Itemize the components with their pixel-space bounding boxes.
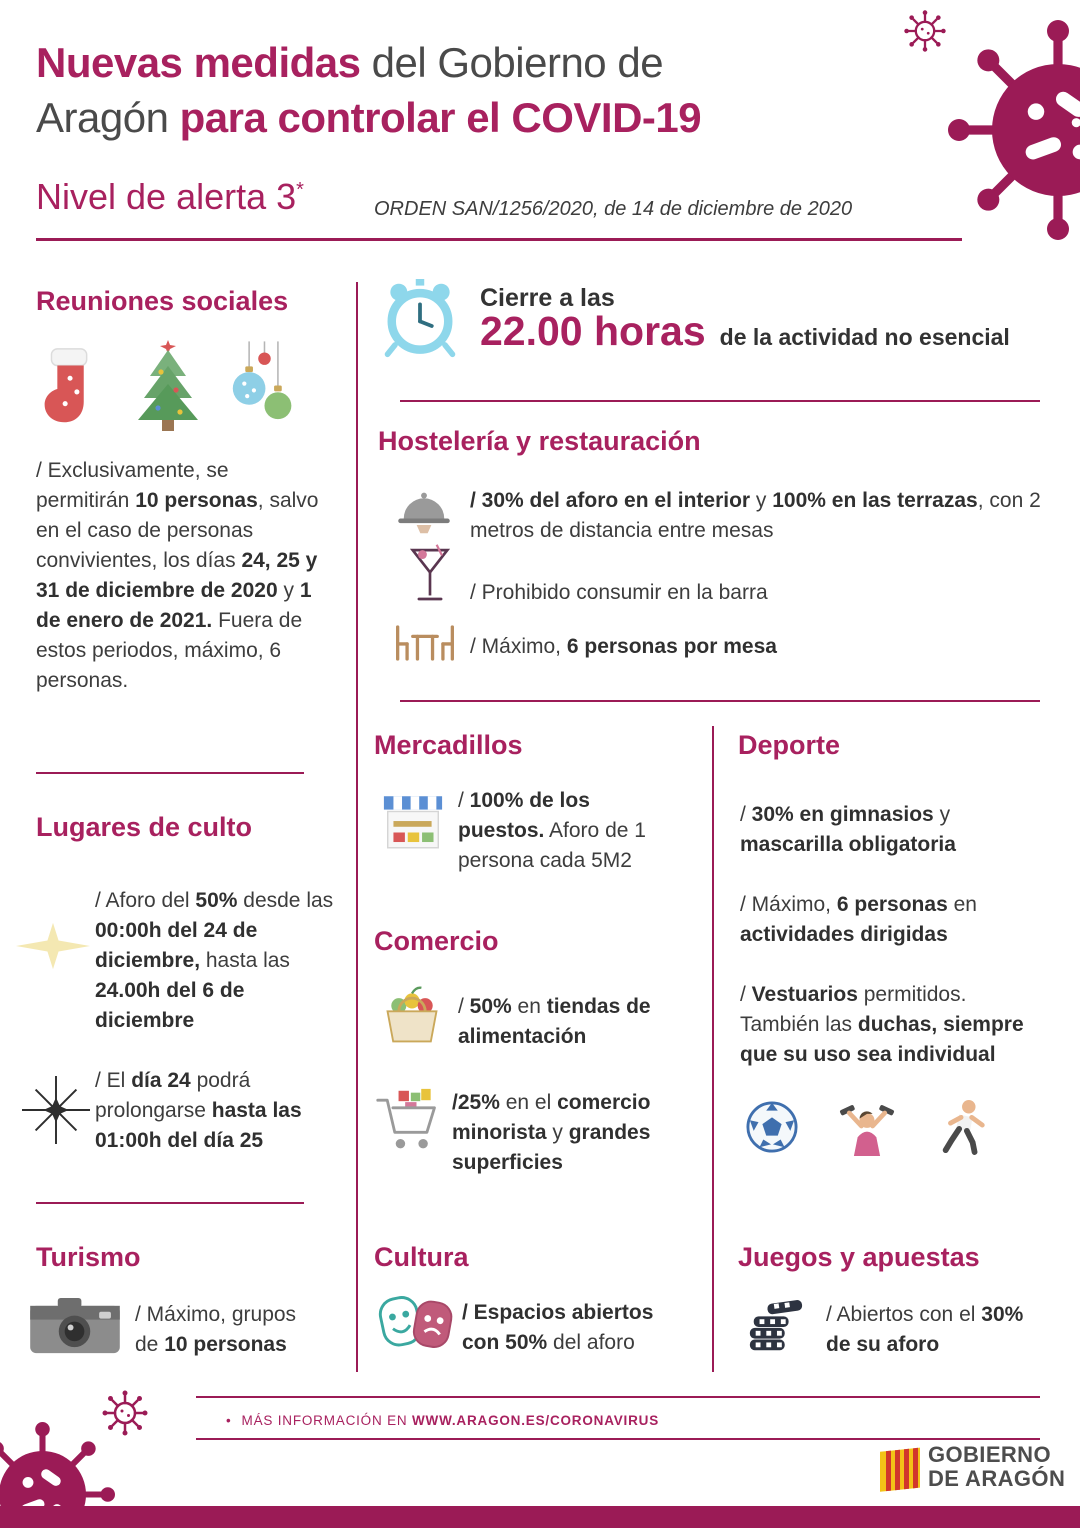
footer-divider-bottom (196, 1438, 1040, 1440)
runner-icon (936, 1098, 990, 1156)
theater-masks-icon (378, 1290, 454, 1354)
divider-under-culto (36, 1202, 304, 1204)
comercio-item-2: /25% en el comercio minorista y grandes superficies (452, 1091, 651, 1174)
food-basket-icon (380, 986, 444, 1046)
section-heading-reuniones: Reuniones sociales (36, 286, 289, 316)
section-heading-comercio: Comercio (374, 926, 499, 956)
virus-icon-outline (902, 8, 948, 54)
section-heading-juegos: Juegos y apuestas (738, 1242, 980, 1272)
closing-scope: de la actividad no esencial (719, 324, 1010, 350)
closing-intro: Cierre a las (480, 284, 615, 312)
hosteleria-item-3: / Máximo, 6 personas por mesa (470, 635, 777, 658)
section-heading-hosteleria: Hostelería y restauración (378, 426, 701, 456)
camera-icon (28, 1294, 122, 1358)
page-title (36, 36, 701, 145)
glow-star-icon (16, 922, 90, 970)
stocking-icon (36, 345, 108, 433)
section-heading-culto: Lugares de culto (36, 812, 253, 842)
christmas-tree-icon (126, 338, 210, 433)
closing-time: 22.00 horas (480, 308, 706, 354)
cultura-item: / Espacios abiertos con 50% del aforo (462, 1301, 654, 1354)
alert-level-text: Nivel de alerta 3 (36, 176, 297, 217)
logo-line-1: GOBIERNO (928, 1442, 1051, 1467)
title-line-1: Nuevas medidas del Gobierno de (36, 39, 664, 86)
footer-info-text: MÁS INFORMACIÓN EN WWW.ARAGON.ES/CORONAVIRUS (241, 1412, 659, 1428)
baubles-icon (228, 341, 300, 433)
deporte-item-2: / Máximo, 6 personas en actividades dirigidas (740, 893, 977, 946)
closing-time-row (480, 308, 1010, 355)
christmas-decorations (36, 338, 300, 433)
gobierno-aragon-logo (928, 1443, 1065, 1491)
weightlifter-icon (838, 1098, 896, 1156)
soccer-ball-icon (746, 1101, 798, 1153)
footer-bullet: • (226, 1412, 232, 1428)
deporte-item-1: / 30% en gimnasios y mascarilla obligatoria (740, 803, 956, 856)
hosteleria-item-2: / Prohibido consumir en la barra (470, 581, 768, 604)
vertical-divider-middle (712, 726, 714, 1372)
sport-icons (746, 1098, 990, 1156)
aragon-flag-icon (878, 1444, 922, 1494)
market-stall-icon (382, 792, 444, 852)
alarm-clock-icon (380, 278, 460, 360)
section-heading-mercadillos: Mercadillos (374, 730, 523, 760)
reuniones-body: / Exclusivamente, se permitirán 10 personas, salvo en el caso de personas convivientes, los días 24, 25 y 31 de diciembre de 2020 y 1 de enero de 2021. Fuera de estos periodos, máximo, 6 personas. (36, 459, 319, 692)
alert-asterisk: * (296, 179, 304, 201)
shopping-cart-icon (374, 1086, 442, 1156)
vertical-divider-left (356, 282, 358, 1372)
serving-cloche-icon (396, 490, 452, 536)
bottom-color-bar (0, 1506, 1080, 1528)
mercadillos-item: / 100% de los puestos. Aforo de 1 persona cada 5M2 (458, 789, 646, 872)
culto-item-1: / Aforo del 50% desde las 00:00h del 24 de diciembre, hasta las 24.00h del 6 de diciembre (95, 889, 334, 1032)
sparkle-star-icon (22, 1076, 90, 1144)
divider-under-closing (400, 400, 1040, 402)
virus-icon-large (948, 20, 1080, 240)
turismo-item: / Máximo, grupos de 10 personas (135, 1303, 297, 1356)
order-reference: ORDEN SAN/1256/2020, de 14 de diciembre de 2020 (374, 198, 853, 220)
table-and-chairs-icon (392, 622, 458, 664)
logo-line-2: DE ARAGÓN (928, 1466, 1066, 1491)
alert-level (36, 176, 304, 218)
footer-info (226, 1402, 659, 1438)
deporte-item-3: / Vestuarios permitidos. También las duchas, siempre que su uso sea individual (740, 983, 1024, 1066)
culto-item-2: / El día 24 podrá prolongarse hasta las 01:00h del día 25 (95, 1069, 302, 1152)
comercio-item-1: / 50% en tiendas de alimentación (458, 995, 651, 1048)
section-heading-turismo: Turismo (36, 1242, 141, 1272)
title-line-2: Aragón para controlar el COVID-19 (36, 93, 702, 141)
juegos-item: / Abiertos con el 30% de su aforo (826, 1303, 1024, 1356)
footer-divider-top (196, 1396, 1040, 1398)
section-heading-deporte: Deporte (738, 730, 841, 760)
hosteleria-item-1: / 30% del aforo en el interior y 100% en las terrazas, con 2 metros de distancia entre mesas (470, 489, 1041, 542)
header-divider (36, 238, 962, 241)
divider-under-hosteleria (400, 700, 1040, 702)
divider-under-reuniones (36, 772, 304, 774)
cocktail-icon (410, 542, 450, 608)
section-heading-cultura: Cultura (374, 1242, 469, 1272)
poker-chips-icon (746, 1296, 806, 1356)
